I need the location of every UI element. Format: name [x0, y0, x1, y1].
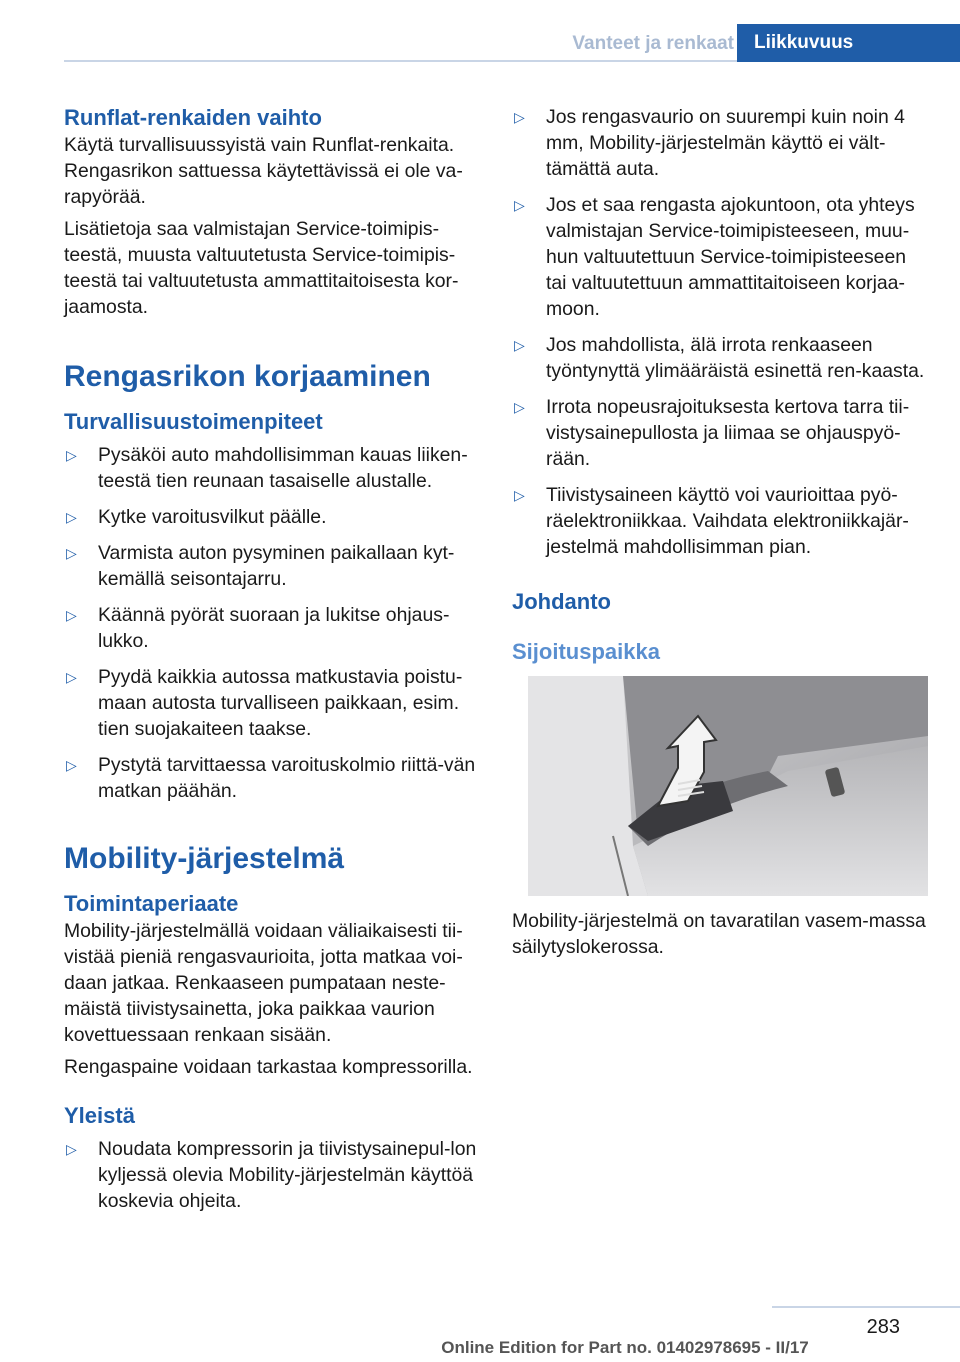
triangle-bullet-icon: ▷	[514, 109, 525, 125]
triangle-bullet-icon: ▷	[514, 399, 525, 415]
triangle-bullet-icon: ▷	[66, 669, 77, 685]
list-item: ▷ Pystytä tarvittaessa varoituskolmio riittä-vän matkan päähän.	[66, 754, 476, 802]
list-item: ▷ Kytke varoitusvilkut päälle.	[66, 506, 327, 528]
list-item: ▷ Käännä pyörät suoraan ja lukitse ohjaus-lukko.	[66, 604, 450, 652]
repair-heading: Rengasrikon korjaaminen	[64, 360, 431, 393]
list-item: ▷ Jos rengasvaurio on suurempi kuin noin 4 mm, Mobility-järjestelmän käyttö ei vält-tämättä auta.	[514, 106, 905, 180]
runflat-paragraph-2: Lisätietoja saa valmistajan Service-toimipis-teestä, muusta valtuutetusta Service-toimipis-teestä tai valtuutetusta ammattitaitoisesta kor-jaamosta.	[64, 218, 459, 318]
intro-heading: Johdanto	[512, 589, 611, 614]
safety-list	[64, 442, 480, 804]
page-number: 283	[866, 1316, 900, 1338]
trunk-storage-illustration	[528, 676, 928, 896]
list-item: ▷ Pyydä kaikkia autossa matkustavia poistu-maan autosta turvalliseen paikkaan, esim. tien suojakaiteen taakse.	[66, 666, 463, 740]
triangle-bullet-icon: ▷	[514, 337, 525, 353]
mobility-tips-list	[512, 104, 928, 560]
left-column	[64, 104, 480, 1214]
triangle-bullet-icon: ▷	[66, 1141, 77, 1157]
list-item: ▷ Jos mahdollista, älä irrota renkaaseen työntynyttä ylimääräistä esinettä ren-kaasta.	[514, 334, 925, 382]
triangle-bullet-icon: ▷	[66, 607, 77, 623]
right-column	[512, 104, 928, 666]
header-section: Vanteet ja renkaat	[572, 33, 734, 54]
general-heading: Yleistä	[64, 1103, 135, 1128]
trunk-compartment-image	[528, 676, 928, 896]
list-item: ▷ Tiivistysaineen käyttö voi vaurioittaa pyö-räelektroniikkaa. Vaihdata elektroniikkajär-jestelmä mahdollisimman pian.	[514, 484, 909, 558]
principle-paragraph-2: Rengaspaine voidaan tarkastaa kompressorilla.	[64, 1056, 473, 1078]
header-chapter-tab: Liikkuvuus	[737, 24, 960, 62]
list-item: ▷ Varmista auton pysyminen paikallaan kyt-kemällä seisontajarru.	[66, 542, 455, 590]
list-item: ▷ Noudata kompressorin ja tiivistysainepul-lon kyljessä olevia Mobility-järjestelmän käyttöä koskevia ohjeita.	[66, 1138, 477, 1212]
list-item: ▷ Irrota nopeusrajoituksesta kertova tarra tii-vistysainepullosta ja liimaa se ohjauspyö-rään.	[514, 396, 910, 470]
location-heading: Sijoituspaikka	[512, 639, 660, 664]
triangle-bullet-icon: ▷	[66, 545, 77, 561]
figure-caption: Mobility-järjestelmä on tavaratilan vasem-massa säilytyslokerossa.	[512, 910, 926, 958]
general-list	[64, 1136, 480, 1214]
list-item: ▷ Jos et saa rengasta ajokuntoon, ota yhteys valmistajan Service-toimipisteeseen, muu-hun valtuutettuun Service-toimipisteeseen tai valtuutettuun ammattitaitoiseen korjaa-moon.	[514, 194, 915, 320]
safety-heading: Turvallisuustoimenpiteet	[64, 409, 323, 434]
footer-rule	[772, 1306, 960, 1308]
principle-paragraph-1: Mobility-järjestelmällä voidaan väliaikaisesti tii-vistää pieniä rengasvaurioita, jotta matkaa voi-daan jatkaa. Renkaaseen pumpataan neste-mäistä tiivistysainetta, joka paikkaa vaurion kovettuessaan renkaan sisään.	[64, 920, 463, 1046]
list-item: ▷ Pysäköi auto mahdollisimman kauas liiken-teestä tien reunaan tasaiselle alustalle.	[66, 444, 468, 492]
triangle-bullet-icon: ▷	[66, 509, 77, 525]
triangle-bullet-icon: ▷	[514, 487, 525, 503]
header-rule	[64, 60, 737, 62]
runflat-paragraph-1: Käytä turvallisuussyistä vain Runflat-renkaita. Rengasrikon sattuessa käytettävissä ei ole va-rapyörää.	[64, 134, 463, 208]
mobility-heading: Mobility-järjestelmä	[64, 842, 345, 875]
triangle-bullet-icon: ▷	[66, 757, 77, 773]
triangle-bullet-icon: ▷	[66, 447, 77, 463]
principle-heading: Toimintaperiaate	[64, 891, 239, 916]
triangle-bullet-icon: ▷	[514, 197, 525, 213]
edition-watermark: Online Edition for Part no. 01402978695 - II/17	[441, 1338, 809, 1357]
runflat-heading: Runflat-renkaiden vaihto	[64, 105, 322, 130]
